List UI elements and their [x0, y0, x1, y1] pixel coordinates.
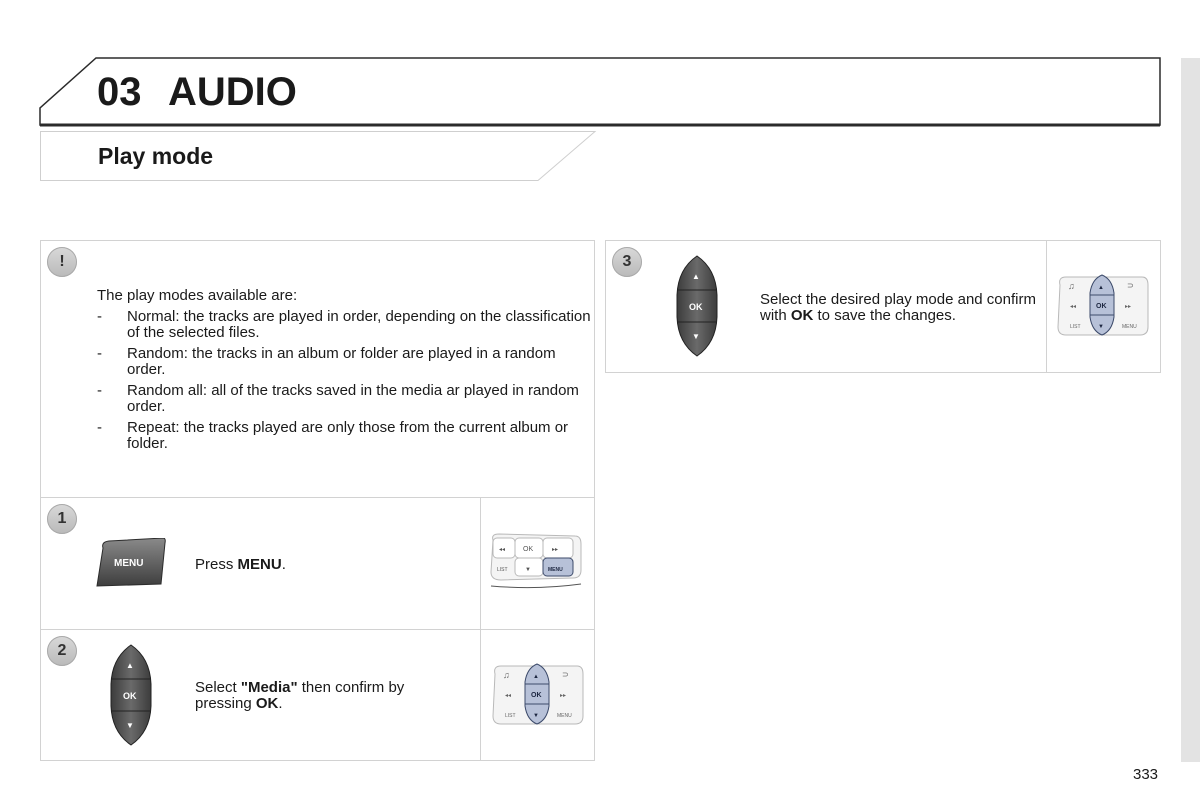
svg-text:MENU: MENU: [1122, 324, 1137, 330]
svg-text:▲: ▲: [1098, 285, 1104, 291]
svg-text:LIST: LIST: [497, 567, 508, 573]
step-3-box: [605, 240, 1161, 373]
svg-text:OK: OK: [1096, 303, 1107, 310]
svg-text:▼: ▼: [692, 332, 700, 341]
svg-text:LIST: LIST: [505, 713, 516, 719]
steering-controls-ok-highlight: [487, 660, 589, 732]
step-2-text: Select "Media" then confirm by pressing OK.: [195, 679, 405, 712]
step-1-box: [40, 497, 595, 630]
svg-text:▲: ▲: [533, 674, 539, 680]
step-number-badge: 1: [47, 504, 77, 534]
svg-text:◂◂: ◂◂: [505, 693, 512, 699]
step-number-badge: 2: [47, 636, 77, 666]
svg-text:OK: OK: [531, 692, 542, 699]
section-title: Play mode: [98, 143, 214, 169]
svg-text:▼: ▼: [126, 721, 134, 730]
steering-controls-ok-highlight: [1052, 271, 1156, 343]
step-2-box: [40, 629, 595, 761]
svg-text:◂◂: ◂◂: [1070, 304, 1077, 310]
ok-rocker-icon: [674, 255, 720, 357]
svg-text:▼: ▼: [1098, 324, 1104, 330]
svg-text:⊃: ⊃: [1127, 281, 1134, 290]
list-item: - Repeat: the tracks played are only those from the current album or folder.: [97, 419, 569, 452]
svg-text:▲: ▲: [126, 661, 134, 670]
steering-controls-menu-highlight: [487, 528, 587, 593]
svg-text:OK: OK: [689, 302, 703, 312]
svg-text:▲: ▲: [692, 272, 700, 281]
svg-text:▸▸: ▸▸: [552, 547, 559, 553]
list-item: - Normal: the tracks are played in order, depending on the classification of the selected files.: [97, 308, 591, 341]
note-box: [40, 240, 595, 498]
list-item: - Random: the tracks in an album or folder are played in a random order.: [97, 345, 556, 378]
svg-text:▸▸: ▸▸: [560, 693, 567, 699]
list-item: - Random all: all of the tracks saved in the media ar played in random order.: [97, 382, 579, 415]
step-number-badge: 3: [612, 247, 642, 277]
step-1-text: Press MENU.: [195, 556, 286, 573]
svg-text:♫: ♫: [503, 670, 510, 680]
svg-text:▼: ▼: [525, 567, 531, 573]
note-intro: The play modes available are:: [97, 287, 298, 304]
ok-rocker-icon: [108, 644, 154, 746]
svg-text:▸▸: ▸▸: [1125, 304, 1132, 310]
side-tab-bar: [1181, 58, 1200, 762]
menu-button-label: MENU: [114, 558, 144, 569]
svg-text:⊃: ⊃: [562, 670, 569, 679]
svg-text:OK: OK: [123, 691, 137, 701]
svg-text:OK: OK: [523, 546, 534, 553]
svg-text:◂◂: ◂◂: [499, 547, 506, 553]
svg-text:MENU: MENU: [548, 567, 563, 573]
warning-icon: !: [47, 247, 77, 277]
svg-text:LIST: LIST: [1070, 324, 1081, 330]
section-title-frame: [0, 128, 600, 184]
page-number: 333: [1133, 766, 1159, 783]
svg-text:♫: ♫: [1068, 281, 1075, 291]
step-3-text: Select the desired play mode and confirm with OK to save the changes.: [760, 291, 1036, 324]
svg-text:▼: ▼: [533, 713, 539, 719]
svg-text:MENU: MENU: [557, 713, 572, 719]
chapter-title: AUDIO: [168, 70, 297, 114]
chapter-number: 03: [97, 70, 142, 114]
